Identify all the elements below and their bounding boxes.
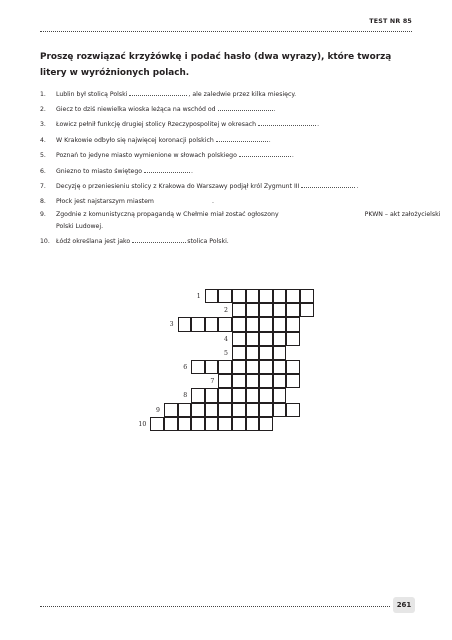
question-item (40, 209, 441, 233)
crossword-cell[interactable] (286, 360, 300, 374)
crossword-cell[interactable] (191, 317, 205, 331)
crossword-cell[interactable] (218, 317, 232, 331)
crossword-highlight-cell[interactable] (246, 417, 260, 431)
crossword-highlight-cell[interactable] (246, 303, 260, 317)
clue-number: 2 (224, 307, 228, 315)
crossword-cell[interactable] (286, 403, 300, 417)
crossword-cell[interactable] (205, 388, 219, 402)
crossword-cell[interactable] (232, 360, 246, 374)
crossword-highlight-cell[interactable] (246, 388, 260, 402)
crossword-cell[interactable] (273, 360, 287, 374)
crossword-cell[interactable] (191, 360, 205, 374)
question-text-after: . (291, 152, 294, 159)
question-text-after: . (356, 183, 359, 190)
crossword-highlight-cell[interactable] (246, 346, 260, 360)
crossword-cell[interactable] (259, 388, 273, 402)
page-number-badge (393, 597, 415, 613)
crossword-cell[interactable] (273, 374, 287, 388)
crossword-cell[interactable] (273, 346, 287, 360)
question-number: 9. (40, 211, 46, 218)
question-text: Poznań to jedyne miasto wymienione w słowach polskiego (56, 152, 237, 159)
crossword-cell[interactable] (191, 388, 205, 402)
crossword-cell[interactable] (191, 403, 205, 417)
question-number: 10. (40, 238, 50, 245)
question-text-after: PKWN – akt założycielski Polski Ludowej. (56, 211, 441, 230)
question-item (40, 89, 441, 101)
crossword-cell[interactable] (259, 317, 273, 331)
crossword-cell[interactable] (178, 417, 192, 431)
crossword-cell[interactable] (286, 303, 300, 317)
crossword-cell[interactable] (286, 332, 300, 346)
clue-number: 9 (156, 406, 160, 414)
crossword-cell[interactable] (273, 317, 287, 331)
question-number: 3. (40, 121, 46, 128)
clue-number: 6 (183, 364, 188, 371)
crossword-cell[interactable] (218, 360, 232, 374)
question-item (40, 104, 441, 116)
question-item (40, 181, 441, 193)
instruction-text: Proszę rozwiązać krzyżówkę i podać hasło (dwa wyrazy), które tworzą litery w wyróżnionych polach. (40, 52, 392, 78)
crossword-cell[interactable] (232, 289, 246, 303)
question-item (40, 166, 441, 178)
crossword-cell[interactable] (232, 374, 246, 388)
question-number: 6. (40, 168, 46, 175)
crossword-cell[interactable] (232, 332, 246, 346)
answer-blank[interactable] (258, 119, 316, 126)
question-text-after: . (211, 198, 214, 205)
crossword-cell[interactable] (259, 289, 273, 303)
crossword-cell[interactable] (232, 388, 246, 402)
crossword-cell[interactable] (232, 303, 246, 317)
footer-dotted-rule (40, 606, 390, 607)
answer-blank[interactable] (129, 89, 187, 96)
crossword-cell[interactable] (218, 289, 232, 303)
crossword-cell[interactable] (259, 346, 273, 360)
crossword-highlight-cell[interactable] (246, 332, 260, 346)
question-number: 4. (40, 137, 46, 144)
crossword-cell[interactable] (178, 317, 192, 331)
crossword-cell[interactable] (205, 417, 219, 431)
question-text: Giecz to dziś niewielka wioska leżąca na wschód od (56, 106, 216, 113)
clue-number: 7 (210, 378, 215, 386)
question-text: Płock jest najstarszym miastem (56, 198, 154, 205)
crossword-cell[interactable] (164, 417, 178, 431)
clue-number: 10 (138, 420, 147, 428)
test-label: TEST NR 85 (369, 18, 412, 25)
crossword-cell[interactable] (286, 374, 300, 388)
crossword-cell[interactable] (273, 289, 287, 303)
crossword-cell[interactable] (259, 332, 273, 346)
crossword-cell[interactable] (150, 417, 164, 431)
clue-number: 4 (224, 335, 228, 343)
header-dotted-rule (40, 31, 412, 32)
question-number: 1. (40, 91, 46, 98)
crossword-cell[interactable] (259, 403, 273, 417)
answer-blank[interactable] (239, 150, 291, 157)
crossword-highlight-cell[interactable] (246, 403, 260, 417)
question-text-after: . (317, 121, 320, 128)
crossword-highlight-cell[interactable] (246, 317, 260, 331)
crossword-cell[interactable] (218, 374, 232, 388)
question-text-after: . (268, 137, 271, 144)
crossword-cell[interactable] (273, 332, 287, 346)
crossword-cell[interactable] (232, 346, 246, 360)
crossword-cell[interactable] (259, 303, 273, 317)
crossword-cell[interactable] (218, 403, 232, 417)
question-text: Decyzję o przeniesieniu stolicy z Krakowa do Warszawy podjął król Zygmunt III (56, 183, 300, 190)
crossword-cell[interactable] (273, 303, 287, 317)
crossword-cell[interactable] (205, 360, 219, 374)
crossword-cell[interactable] (259, 360, 273, 374)
clue-number: 1 (196, 293, 201, 300)
question-item (40, 236, 441, 248)
crossword-cell[interactable] (300, 289, 314, 303)
crossword-cell[interactable] (164, 403, 178, 417)
crossword-highlight-cell[interactable] (246, 360, 260, 374)
crossword-cell[interactable] (191, 417, 205, 431)
crossword-cell[interactable] (218, 417, 232, 431)
clue-number: 8 (183, 392, 188, 400)
question-number: 8. (40, 198, 46, 205)
question-item (40, 135, 441, 147)
crossword-cell[interactable] (205, 403, 219, 417)
crossword-cell[interactable] (205, 289, 219, 303)
question-item (40, 150, 441, 162)
question-text: Zgodnie z komunistyczną propagandą w Chełmie miał zostać ogłoszony (56, 211, 279, 218)
question-text-after: stolica Polski. (187, 238, 229, 245)
crossword-highlight-cell[interactable] (246, 374, 260, 388)
crossword-cell[interactable] (178, 403, 192, 417)
page-number: 261 (396, 601, 412, 609)
crossword-cell[interactable] (273, 403, 287, 417)
crossword-cell[interactable] (273, 388, 287, 402)
question-text: Łódź określana jest jako (56, 238, 131, 245)
question-text-after: . (273, 106, 276, 113)
question-number: 2. (40, 106, 46, 113)
clue-number: 3 (169, 321, 174, 329)
crossword-cell[interactable] (232, 317, 246, 331)
answer-blank[interactable] (132, 236, 186, 243)
question-text: W Krakowie odbyło się najwięcej koronacji polskich (56, 137, 214, 144)
question-item (40, 196, 441, 208)
question-text: Lublin był stolicą Polski (56, 91, 128, 98)
question-number: 7. (40, 183, 46, 190)
crossword-cell[interactable] (218, 388, 232, 402)
question-item (40, 119, 441, 131)
answer-blank[interactable] (216, 135, 268, 142)
question-text: Gniezno to miasto świętego (56, 168, 143, 175)
question-number: 5. (40, 152, 46, 159)
question-text: Łowicz pełnił funkcję drugiej stolicy Rzeczypospolitej w okresach (56, 121, 257, 128)
crossword-cell[interactable] (300, 303, 314, 317)
crossword-cell[interactable] (259, 374, 273, 388)
crossword-cell[interactable] (286, 289, 300, 303)
clue-number: 5 (224, 349, 228, 357)
crossword-highlight-cell[interactable] (246, 289, 260, 303)
crossword-cell[interactable] (232, 403, 246, 417)
answer-blank[interactable] (301, 181, 355, 188)
question-text-after: , ale zaledwie przez kilka miesięcy. (188, 91, 297, 98)
answer-blank[interactable] (218, 104, 273, 111)
crossword-cell[interactable] (232, 417, 246, 431)
crossword-cell[interactable] (205, 317, 219, 331)
crossword-cell[interactable] (259, 417, 273, 431)
question-text-after: . (191, 168, 194, 175)
crossword-cell[interactable] (286, 317, 300, 331)
answer-blank[interactable] (144, 166, 190, 173)
